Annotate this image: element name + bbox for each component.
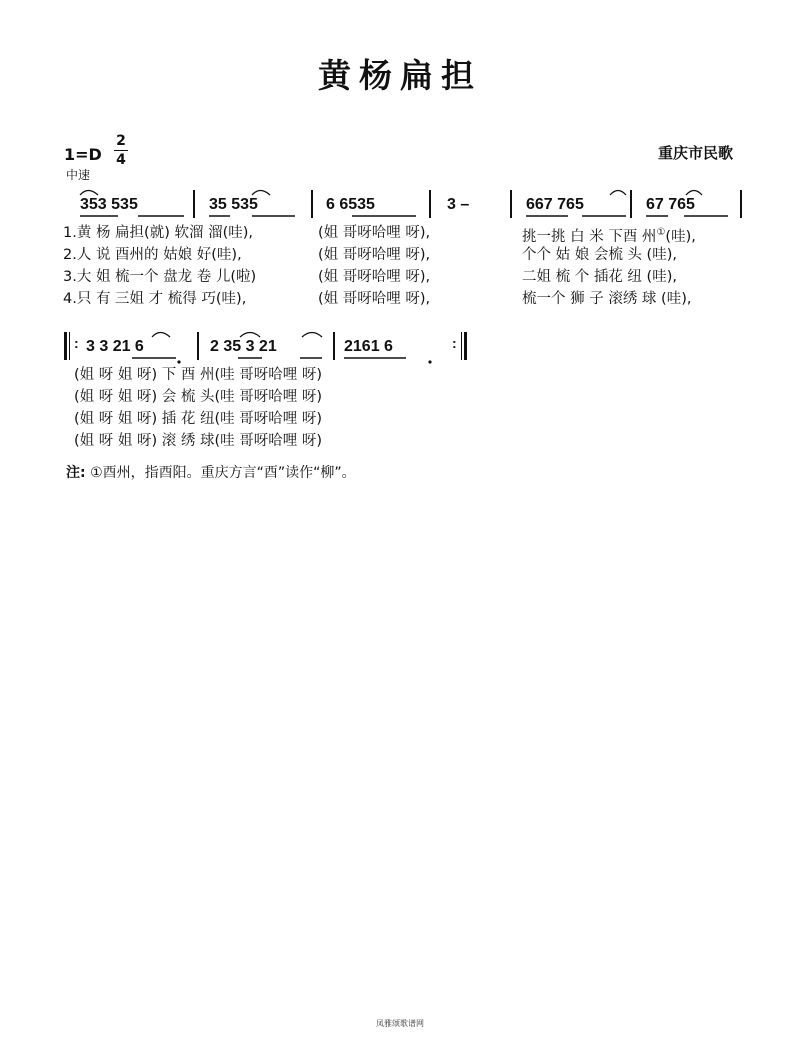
time-signature-top: 2 [116,133,126,149]
slur-mark [252,191,270,196]
measure-2-2: 2 35 3 21 [210,338,277,355]
measure-2-1: 3 3 21 6 [86,338,144,355]
song-title: 黄杨扁担 [318,56,482,95]
measure-1-5: 667 765 [526,196,584,213]
verse-2-part-2: (姐 哥呀哈哩 呀), [318,247,431,263]
measure-1-3: 6 6535 [326,196,375,213]
octave-dot [177,360,180,363]
refrain-verse-3: (姐 呀 姐 呀) 插 花 纽(哇 哥呀哈哩 呀) [74,411,322,427]
verse-2-part-3: 个个 姑 娘 会梳 头 (哇), [522,247,677,263]
footnote [66,462,356,482]
verse-1-part-3: 挑一挑 白 米 下酉 州①(哇), [522,227,696,245]
verse-3-part-3: 二姐 梳 个 插花 纽 (哇), [522,269,677,285]
repeat-dots-end: : [452,335,457,351]
verse-1-part-2: (姐 哥呀哈哩 呀), [318,225,431,241]
slur-mark [240,333,260,338]
measure-1-4: 3 – [447,196,470,213]
refrain-verse-4: (姐 呀 姐 呀) 滚 绣 球(哇 哥呀哈哩 呀) [74,433,322,449]
verse-3-part-1: 3.大 姐 梳一个 盘龙 卷 儿(啦) [63,269,257,285]
slur-mark [610,191,626,196]
footer-watermark: 凤雅颂歌谱网 [376,1019,424,1028]
refrain-verse-1: (姐 呀 姐 呀) 下 酉 州(哇 哥呀哈哩 呀) [74,367,322,383]
repeat-dots-start: : [74,335,79,351]
song-origin: 重庆市民歌 [658,144,734,162]
verse-4-part-2: (姐 哥呀哈哩 呀), [318,291,431,307]
slur-mark [302,333,322,338]
measure-2-3: 2161 6 [344,338,393,355]
slur-mark [80,191,98,196]
measure-1-2: 35 535 [209,196,258,213]
tempo-marking: 中速 [66,168,91,182]
verse-2-part-1: 2.人 说 酉州的 姑娘 好(哇), [63,247,242,263]
key-signature: 1=D [64,145,102,164]
refrain-verse-2: (姐 呀 姐 呀) 会 梳 头(哇 哥呀哈哩 呀) [74,389,322,405]
footnote-label: 注: [66,465,86,481]
verse-4-part-3: 梳一个 狮 子 滚绣 球 (哇), [522,291,692,307]
verse-1-part-1: 1.黄 杨 扁担(就) 软溜 溜(哇), [63,225,254,241]
measure-1-6: 67 765 [646,196,695,213]
verse-3-part-2: (姐 哥呀哈哩 呀), [318,269,431,285]
slur-mark [152,333,170,338]
time-signature-bottom: 4 [116,152,126,168]
measure-1-1: 353 535 [80,196,138,213]
octave-dot [428,360,431,363]
slur-mark [686,191,702,196]
footnote-text: ①酉州，指酉阳。重庆方言“酉”读作“柳”。 [90,465,356,481]
verse-4-part-1: 4.只 有 三姐 才 梳得 巧(哇), [63,291,247,307]
